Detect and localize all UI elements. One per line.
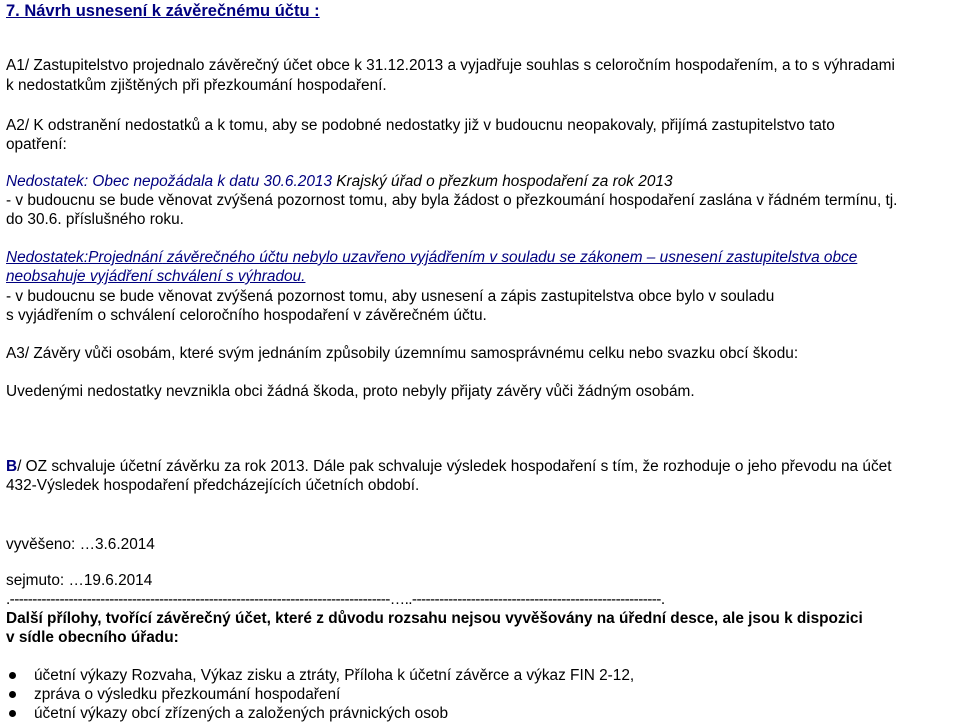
list-item: účetní výkazy obcí zřízených a založených právnických osob <box>34 705 449 722</box>
a1-line-2: k nedostatkům zjištěných při přezkoumání hospodaření. <box>6 77 387 94</box>
a3-line-2: Uvedenými nedostatky nevznikla obci žádná škoda, proto nebyly přijaty závěry vůči žádným osobám. <box>6 383 695 400</box>
list-item: zpráva o výsledku přezkoumání hospodaření <box>34 686 341 703</box>
attachments-line-1: Další přílohy, tvořící závěrečný účet, které z důvodu rozsahu nejsou vyvěšovány na úřední desce, ale jsou k dispozici <box>6 610 863 627</box>
attachments-line-2: v sídle obecního úřadu: <box>6 629 179 646</box>
b-line-1a: / OZ schvaluje účetní závěrku za rok 2013. <box>17 458 309 475</box>
b-line-1b: Dále pak schvaluje výsledek hospodaření s tím, že rozhoduje o jeho převodu na účet <box>308 458 892 475</box>
deficiency-1-rest: Krajský úřad o přezkum hospodaření za rok 2013 <box>332 173 673 190</box>
a2-line-1: A2/ K odstranění nedostatků a k tomu, aby se podobné nedostatky již v budoucnu neopakovaly, přijímá zastupitelstvo tato <box>6 117 835 134</box>
posted-date: vyvěšeno: …3.6.2014 <box>6 536 155 553</box>
a1-line-1: A1/ Zastupitelstvo projednalo závěrečný účet obce k 31.12.2013 a vyjadřuje souhlas s celoročním hospodařením, a to s výhradami <box>6 57 895 74</box>
separator-line: .------------------------------------------------------------------------------------…..-------------------------------------------------------. <box>6 591 665 608</box>
deficiency-2-lead: Nedostatek:Projednání <box>6 249 163 266</box>
list-item: účetní výkazy Rozvaha, Výkaz zisku a ztráty, Příloha k účetní závěrce a výkaz FIN 2-12, <box>34 667 635 684</box>
deficiency-2-title-end: neobsahuje vyjádření schválení s výhradou. <box>6 268 306 285</box>
bullet-dot <box>9 691 16 698</box>
section-heading: 7. Návrh usnesení k závěrečnému účtu : <box>6 2 320 20</box>
deficiency-2-rest: závěrečného účtu nebylo uzavřeno vyjádřením v souladu se zákonem – usnesení zastupitelstva obce <box>162 249 858 266</box>
deficiency-2-measure: - v budoucnu se bude věnovat zvýšená pozornost tomu, aby usnesení a zápis zastupitelstva obce bylo v souladu <box>6 288 775 305</box>
a2-line-2: opatření: <box>6 136 67 153</box>
deficiency-1-lead: Nedostatek: Obec nepožádala k datu 30.6.2013 <box>6 173 333 190</box>
bullet-dot <box>9 672 16 679</box>
deficiency-2-title <box>6 248 857 267</box>
a3-line-1: A3/ Závěry vůči osobám, které svým jednáním způsobily územnímu samosprávnému celku nebo svazku obcí škodu: <box>6 345 799 362</box>
removed-date: sejmuto: …19.6.2014 <box>6 572 153 589</box>
b-line-1 <box>6 457 891 476</box>
deficiency-2-measure-end: s vyjádřením o schválení celoročního hospodaření v závěrečném účtu. <box>6 307 487 324</box>
deficiency-1-title <box>6 172 673 191</box>
deficiency-1-measure-end: do 30.6. příslušného roku. <box>6 211 184 228</box>
b-letter: B <box>6 458 18 475</box>
bullet-dot <box>9 710 16 717</box>
b-line-2: 432-Výsledek hospodaření předcházejících účetních období. <box>6 477 420 494</box>
deficiency-1-measure: - v budoucnu se bude věnovat zvýšená pozornost tomu, aby byla žádost o přezkoumání hospodaření zaslána v řádném termínu, tj. <box>6 192 898 209</box>
